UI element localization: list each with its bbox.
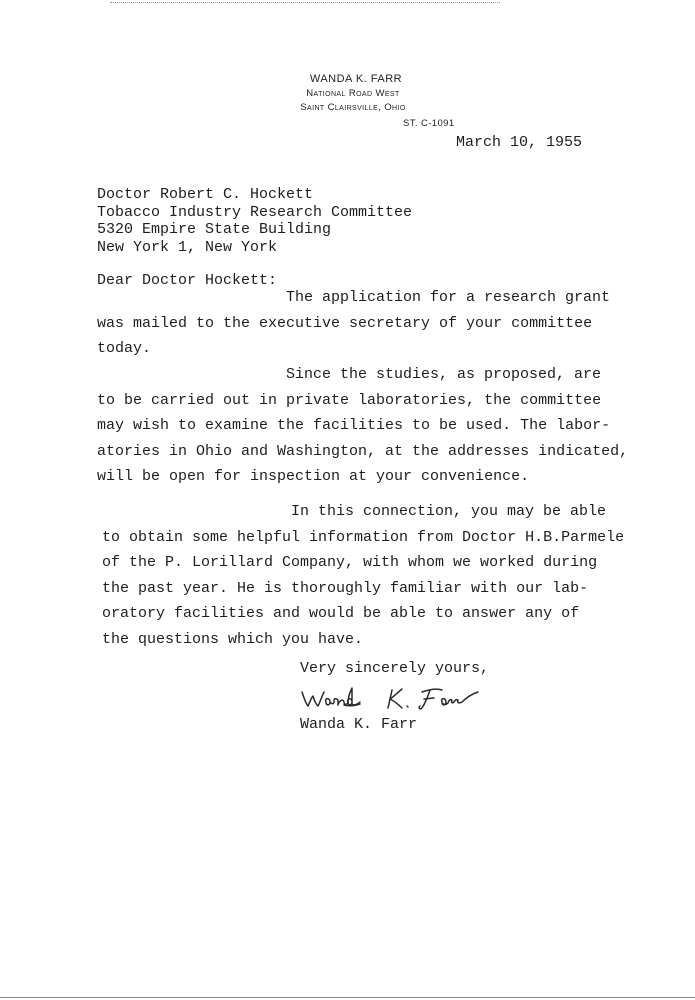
salutation: Dear Doctor Hockett: xyxy=(97,272,278,289)
paragraph-line: In this connection, you may be able xyxy=(291,503,607,520)
typed-signature-name: Wanda K. Farr xyxy=(300,716,418,733)
letterhead-name: WANDA K. FARR xyxy=(309,73,403,85)
recipient-name: Doctor Robert C. Hockett xyxy=(97,186,314,203)
paragraph-line: today. xyxy=(97,340,152,357)
letter-date: March 10, 1955 xyxy=(456,134,583,151)
body-paragraph-3 xyxy=(102,499,624,652)
paragraph-line: atories in Ohio and Washington, at the addresses indicated, xyxy=(97,442,629,460)
paragraph-line: will be open for inspection at your convenience. xyxy=(97,468,530,485)
bottom-edge-rule xyxy=(0,997,695,998)
paragraph-line: The application for a research grant xyxy=(286,289,611,306)
paragraph-line: may wish to examine the facilities to be used. The labor- xyxy=(97,417,611,434)
paragraph-line: oratory facilities and would be able to answer any of xyxy=(102,605,580,622)
letterhead-phone: ST. C-1091 xyxy=(403,118,455,129)
top-edge-rule xyxy=(110,2,500,3)
recipient-organization: Tobacco Industry Research Committee xyxy=(97,203,413,221)
letterhead-street: National Road West xyxy=(306,88,400,99)
recipient-street: 5320 Empire State Building xyxy=(97,221,332,238)
recipient-address xyxy=(97,186,412,256)
paragraph-line: was mailed to the executive secretary of your committee xyxy=(97,314,593,332)
paragraph-line: the past year. He is thoroughly familiar with our lab- xyxy=(102,579,589,597)
paragraph-line: to obtain some helpful information from Doctor H.B.Parmele xyxy=(102,528,625,546)
recipient-city: New York 1, New York xyxy=(97,238,278,256)
letterhead-city: Saint Clairsville, Ohio xyxy=(300,102,406,113)
paragraph-line: Since the studies, as proposed, are xyxy=(286,366,602,383)
paragraph-line: of the P. Lorillard Company, with whom we worked during xyxy=(102,554,598,571)
closing: Very sincerely yours, xyxy=(300,660,490,677)
body-paragraph-1 xyxy=(97,285,610,362)
body-paragraph-2 xyxy=(97,362,628,490)
letterhead xyxy=(268,72,438,115)
paragraph-line: the questions which you have. xyxy=(102,630,364,648)
paragraph-line: to be carried out in private laboratories, the committee xyxy=(97,391,602,409)
handwritten-signature xyxy=(296,680,516,716)
